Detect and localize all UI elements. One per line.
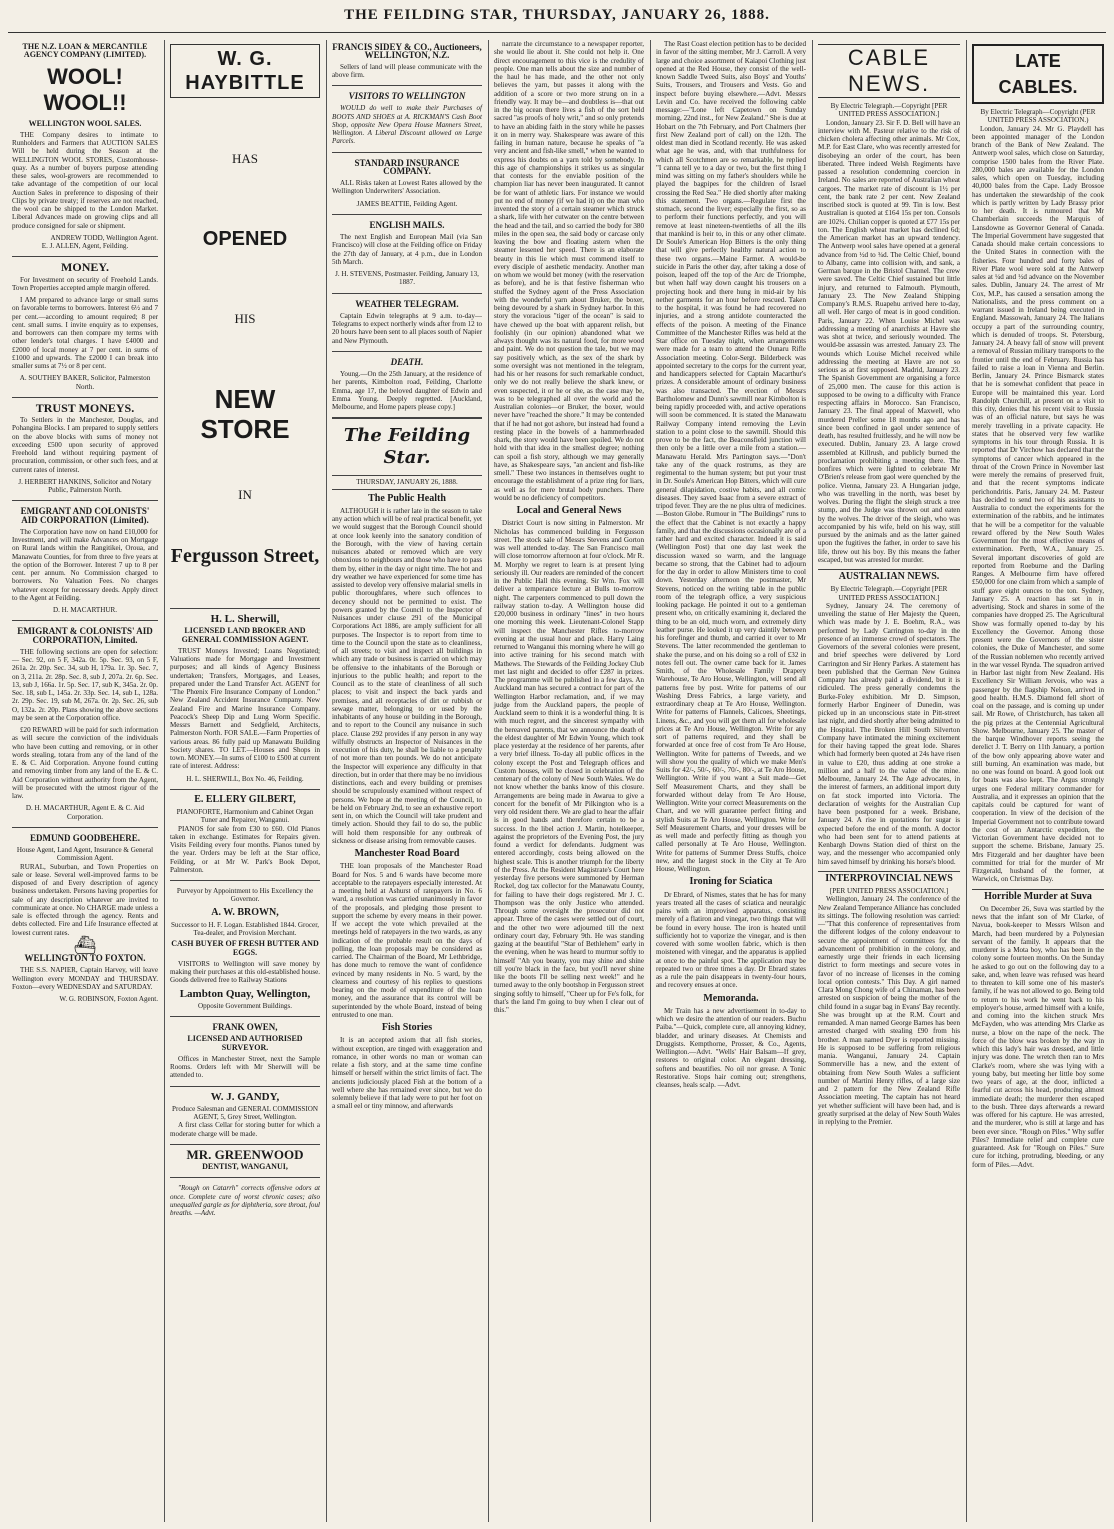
- divider: [332, 351, 482, 352]
- divider: [12, 256, 158, 257]
- brown-subheading: Successor to H. F. Logan. Established 1844. Grocer, Tea-dealer, and Provision Merchant.: [170, 920, 320, 937]
- gandy-heading: W. J. GANDY,: [210, 1090, 280, 1103]
- hankins-signature: J. HERBERT HANKINS, Solicitor and Notary Public, Palmerston North.: [18, 477, 152, 494]
- sherwill-subheading: LICENSED LAND BROKER AND GENERAL COMMISSION AGENT.: [181, 626, 309, 644]
- health-text: ALTHOUGH it is rather late in the season to take any action which will be of real practical benefit, yet we would suggest that the Borough Council should at once look keenly into the sanatory condition of the Borough, with the view of having certain nuisances abated or removed which are very obnoxious to neighbours and those who have to pass them by, either in the day or night time. The hot and dry weather we have experienced for some time has assisted to develop very offensive malarial smells in public thoroughfares, where such offences to decency should not be permitted to exist. The powers granted by the Council to the Inspector of Nuisances under clause 291 of the Municipal Corporations Act 1886, are amply sufficient for all purposes. The Inspector is to report from time to time to the Council upon the state as to cleanliness, of all streets; to visit and inspect all buildings in which any trade or business is carried on which may be offensive to the inhabitants of the Borough or injurious to the public health; and report to the Council as to the state of cleanliness of all such places; to visit and inspect the back yards and premises, and all receptacles of dirt or rubbish or sewage matter, belonging to or used by the inhabitants of any house or building in the Borough, and to report to the Council any nuisance in such place. Clause 292 provides if any person in any way wilfully obstructs an Inspector of Nuisances in the execution of his duty, he shall be liable to a penalty of not more than ten pounds. We do not anticipate the Inspector will experience any difficulty in that direction, but in order that there may be no invidious distinctions, each and every building or premises should be scrupulously examined without respect of persons. We hope at the meeting of the Council, to be held on February 2nd, to see an exhaustive report sent in, on which the Council will take prudent and timely action. Should they fail to do so, the public will hold them responsible for any outbreak of sickness or disease arising from removable causes.: [332, 506, 482, 845]
- wool-text: THE Company desires to intimate to Runholders and Farmers that AUCTION SALES Will be held during the Season at the WELLINGTON WOOL STORES, Customhouse-quay. As a number of buyers purpose attending these sales, wool-growers are recommended to take advantage of the competition of our local Auction Sales in preference to disposing of their Clips by private treaty; if reserves are not reached, the wool can be shipped to the London Market. Liberal Advances made on growing clips and all produce consigned for sale or shipment.: [12, 130, 158, 230]
- gandy-subheading: Produce Salesman and GENERAL COMMISSION AGENT, 5, Grey Street, Wellington.: [172, 1104, 318, 1121]
- australian-heading: AUSTRALIAN NEWS.: [818, 569, 960, 581]
- southey-signature: A. SOUTHEY BAKER, Solicitor, Palmerston North.: [19, 374, 151, 391]
- local-text: District Court is now sitting in Palmerston. Mr Nicholas has commenced building in Fergusson street. The stock sale of Messrs Stevens and Gorton was well attended to-day. The San Francisco mail will close tomorrow afternoon at four o'clock. Mr R. M. Morphy we regret to learn is at present lying seriously ill. Our readers are reminded of the concert in the Public Hall this evening. Sir Wm. Fox will deliver a temperance lecture at Bulls to-morrow night. The carpenters commenced to pull down the railway station to-day. A Wellington house did £20,000 business in ordinary "lines" in two hours one morning this week. Lieutenant-Colonel Stapp will inspect the Manchester Rifles to-morrow evening at the usual hour and place. Harry Laing returned to Wanganui this morning where he will go into active training for his second match with Mathews. The Stewards of the Feilding Jockey Club met last night and decided to offer £287 in prizes. The programme will be published in a few days. An Auckland man has secured a contract for part of the Wellington Harbor reclamation, and, if we may judge from the Auckland papers, the people of Auckland seem to think it is a wonderful thing. It is with much regret, and the sincerest sympathy with the bereaved parents, that we announce the death of the eldest daughter of Mr Edwin Young, which took place yesterday at the residence of her parents, after a very brief illness. To-day all public offices in the colony except the Post and Telegraph offices and Custom houses, will be closed in celebration of the centenary of the colony of New South Wales. We do not know whether the banks know of this closure. Arrangements are being made in Awarua to give a concert for the benefit of Mr Pilkington who is a very old resident there. We are glad to hear the affair is in good hands and therefore certain to be a success. In the libel action J. Martin, hotelkeeper, against the proprietors of the Evening Post, the jury found a verdict for defendants. Judgment was entered accordingly, costs being allowed on the highest scale. This is another triumph for the liberty of the Press. At the Resident Magistrate's Court here yesterday five persons were summoned by Herman Rockel, dog tax collector for the Manawatu County, for failing to have their dogs registered. Mr J. C. Thompson was the only Justice who attended. Through some oversight the prosecutor did not appear. Three of the cases were settled out of court, and the other two were adjourned till the next ordinary court day, February 9th. He was standing gazing at the beautiful "Star of Bethlehem" early in the evening, when he was heard to murmur softly to himself "Ah you beauty, you may shine and shine till you're black in the face, but you'll never shine like the boots I'll be selling next week!" and he turned away to the only bootshop in Fergusson street singing softly to himself, "Cheer up for Fe's folk, for that's the land I'm going to buy when I clear out of this.": [494, 519, 645, 1014]
- fish-heading: Fish Stories: [381, 1022, 433, 1033]
- sherwill-heading: H. L. Sherwill,: [210, 613, 280, 625]
- cable-subheading: By Electric Telegraph.—Copyright [PER UNITED PRESS ASSOCIATION.]: [830, 102, 948, 119]
- divider: [170, 1177, 320, 1178]
- opened-text: OPENED: [202, 228, 288, 250]
- standard-heading: STANDARD INSURANCE COMPANY.: [354, 157, 460, 176]
- allen: E. J. ALLEN, Agent, Feilding.: [41, 242, 129, 250]
- column-1: [8, 40, 162, 1522]
- goodbehere-sub: House Agent, Land Agent, Insurance & General Commission Agent.: [16, 846, 154, 863]
- column-5: [652, 40, 810, 1522]
- lambton-subheading: Opposite Government Buildings.: [198, 1001, 292, 1010]
- column-3: [328, 40, 486, 1522]
- napier-text: THE S.S. NAPIER, Captain Harvey, will leave Wellington every MONDAY and THURSDAY. Foxton—every WEDNESDAY and SATURDAY.: [12, 966, 158, 991]
- robinson-signature: W. G. ROBINSON, Foxton Agent.: [59, 995, 158, 1003]
- divider: [12, 397, 158, 398]
- weather-heading: WEATHER TELEGRAM.: [355, 298, 459, 309]
- sidey-heading: FRANCIS SIDEY & CO., Auctioneers, WELLINGTON, N.Z.: [332, 42, 482, 61]
- late-cables-text: London, January 24. Mr G. Playdell has been appointed manager of the London branch of the Bank of New Zealand. The Antwerp wool sales, which close on Saturday, comprise 1500 bales from the River Plate. 280,000 bales are available for the London sales, which open on Tuesday, including 40,000 bales from the Cape. Lady Brossoe has undertaken the stewardship of the cook which is partly written by Lady Brassy prior to her death. It is rumoured that Mr Chamberlain succeeds the Marquis of Lansdowne as Governor General of Canada. The Imperial Government have suggested that Canada should make certain concessions to the United States in connection with the fisheries. Four hundred and forty bales of River Plate wool were sold at the Antwerp sales at ¼d and ½d advance on the November sales. Dublin, January 24. The arrest of Mr Cox, M.P., has caused a sensation among the Nationalists, and the press comment on a warrant issued in Ireland being executed in England. Massowah, January 24. The Italians occupy a part of the surrounding country, which is denuded of troops. St. Petersburg, January 24. A heavy fall of snow will prevent a removal of Russian military transports to the frontier until the end of February. Russia has failed to raise a loan in Vienna and Berlin. Berlin, January 24. Prince Bismarck states that he is somewhat confident that peace in Europe will be maintained this year. Lord Randolph Churchill, at present on a visit to this city, denies that his recent visit to Russia was of an official nature, but says he was merely travelling in a private capacity. He states that he observed very few warlike symptoms in his tour through Russia. It is reported that Dr Virchow has declared that the symptoms of cancer which appeared in the throat of the Crown Prince in November last were merely the remains of preserved fruit, and that the recent symptoms indicate perichondritis. Paris, January 24. M. Pasteur has decided to send two of his assistants to Australia to conduct the experiments for the extermination of the rabbits, and he intimates that he will be a competitor for the valuable reward offered by the New South Wales Government for the most effective means of extermination. Perth, W.A., January 25. Several important discoveries of gold are reported from Roeburne and the Darling Ranges. A Melbourne firm have offered £50,000 for one claim from which a sample of stuff gave eight ounces to the ton. Sydney, January 25. A reaction has set in in advertising. Stock and shares in some of the companies have dropped 25. The Agricultural Show was formally opened to-day by his Excellency the Governor. Among those present were the Governors of the sister colonies, the Duke of Manchester, and some of the Russian noblemen who recently arrived in the war vessel Rynda. The squadron arrived in Harbor last night from New Zealand. His Excellency Sir William Jervois, who was a passenger by the flagship Nelson, arrived in good health. H.M.S. Diamond fell short of coal on the passage, and is coming up under sail. Mr Rowe, of Christchurch, has taken all the pig prizes at the Centennial Agricultural Show. Melbourne, January 25. The master of the barque Windhover reports seeing the derelict J. T. Berry on 11th January, a portion of the bow only appearing above water and still burning. An examination was made, but no one was found on board. A good look out for boats was also kept. The Argus strongly urges one Federal military commander for Australia, and it expresses an opinion that the capitals could be captured for want of cooperation. In view of the decision of the Imperial Government not to contribute toward the cost of an Antarctic expedition, the Victorian Government have decided not to support the scheme. Brisbane, January 25. Mrs Fitzgerald and her daughter have been committed for trial for the murder of Mr Fitzgerald, husband of the former, at Warwick, on Christmas Day.: [972, 124, 1104, 884]
- steamship-icon: ⛴: [73, 934, 97, 955]
- column-4: [490, 40, 648, 1522]
- brown-appointment: Purveyor by Appointment to His Excellency the Governor.: [176, 887, 314, 904]
- masthead: THE FEILDING STAR, THURSDAY, JANUARY 26, 1888.: [344, 7, 770, 23]
- foxton-heading: WELLINGTON TO FOXTON.: [24, 953, 146, 963]
- wool-subheading: WELLINGTON WOOL SALES.: [28, 118, 142, 128]
- andrew-todd: ANDREW TODD, Wellington Agent.: [50, 233, 158, 242]
- greenwood-heading: MR. GREENWOOD: [186, 1146, 304, 1162]
- visitors-text: WOULD do well to make their Purchases of BOOTS AND SHOES at A. RICKMAN'S Cash Boot Shop, opposite New Opera House Manners Street, Wellington. A Liberal Discount allowed on Large Parcels.: [332, 104, 482, 146]
- interprovincial-heading: INTERPROVINCIAL NEWS: [818, 871, 960, 883]
- rural-text: RURAL, Suburban, and Town Properties on sale or lease. Several well-improved farms to be disposed of and Every description of agency business undertaken. Persons having properties for sale of any description whatever are invited to communicate at once. No CHARGE made unless a sale is effected through the agency. Rents and debts collected. Fire and Life Insurance effected at lowest current rates.: [12, 862, 158, 937]
- australian-subheading: By Electric Telegraph.—Copyright [PER UNITED PRESS ASSOCIATION.]: [830, 585, 948, 602]
- beattie-signature: JAMES BEATTIE, Feilding Agent.: [356, 199, 458, 208]
- in-text: IN: [238, 487, 252, 502]
- murder-heading: Horrible Murder at Suva: [972, 889, 1104, 901]
- fish-text: It is an accepted axiom that all fish stories, without exception, are tinged with exaggeration and romance, in other words no man or woman can relate a fish story, and at the same time confine himself or herself within the strict limits of fact. The ancients judiciously placed Fish at the bottom of a well where she has remained ever since, but we do solemnly believe if that lady were to put her foot on a small eel or tiny minnow, and afterwards: [332, 1036, 482, 1111]
- newspaper-title: The Feilding Star.: [343, 425, 471, 469]
- divider: [332, 152, 482, 153]
- column-rule: [488, 40, 489, 1522]
- southey-text: I AM prepared to advance large or small sums on favorable terms to borrowers. Interest 6½ and 7 per cent.—according to amount required; 8 per cent. small sums. I invite enquiry as to expenses, and borrowers can then compare my terms with other lender's total charges. I have £4000 and £2000 of local money at 7 per cent. in sums of £1000 and upwards. The £2000 I can break into smaller sums at 7½ or 8 per cent.: [12, 296, 158, 370]
- late-cables-heading: LATE CABLES.: [972, 44, 1104, 104]
- standard-text: ALL Risks taken at Lowest Rates allowed by the Wellington Underwriters' Association.: [332, 179, 482, 196]
- column-6: [814, 40, 964, 1522]
- ellery-heading: E. ELLERY GILBERT,: [194, 793, 296, 805]
- divider: [170, 1016, 320, 1017]
- death-text: Young.—On the 25th January, at the residence of her parents, Kimbolton road, Feilding, Charlotte Emma, age 17, the beloved daughter of Edwin and Emma Young. Deeply regretted. [Auckland, Melbourne, and Home papers please copy.]: [332, 370, 482, 411]
- lambton-heading: Lambton Quay, Wellington,: [179, 987, 311, 1000]
- goodbehere-heading: EDMUND GOODBEHERE.: [29, 832, 140, 843]
- divider: [170, 880, 320, 881]
- sections-text: THE following sections are open for selection:— Sec. 92, on 5 F, 342a. 0r. 5p. Sec. 93, on 5 F, 261a. 2r. 20p. Sec. 34, sub H, 179a. 1r. 3p. Sec. 7, on 3, 211a. 2r. 28p. Sec. 8, sub J, 207a. 2r. 6p. Sec. 13, sub J, 166a. 1r. 5p. Sec. 17, sub K, 345a. 2r. 0p. Sec. 18, sub L, 145a. 2r. 33p. Sec. 14, sub L, 128a. 2r. 29p. Sec. 19, sub M, 267a. 0r. 2p. Sec. 26, sub O, 132a. 2r. 20p. Plans showing the above sections may be seen at the Corporation office.: [12, 647, 158, 722]
- dateline: THURSDAY, JANUARY 26, 1888.: [332, 475, 482, 489]
- memoranda-text: Mr Train has a new advertisement in to-day to which we desire the attention of our readers. Buchu Paiba."—Quick, complete cure, all annoying kidney, bladder, and urinary diseases. At Chemists and Druggists. Kempthorne, Prosser, & Co., Agents, Wellington.—Advt. "Wells' Hair Balsam—If grey, restores to original color. An elegant dressing, softens and beautifies. No oil nor grease. A Tonic Restorative. Stops hair coming out; strengthens, cleanses, heals scalp. —Advt.: [656, 1006, 806, 1089]
- divider: [170, 608, 320, 609]
- brown-heading: A. W. BROWN,: [211, 906, 279, 918]
- emigrant2-heading: EMIGRANT & COLONISTS' AID CORPORATION, Limited.: [17, 626, 153, 645]
- greenwood-subheading: DENTIST, WANGANUI,: [202, 1162, 288, 1171]
- divider: [170, 1086, 320, 1087]
- cable-heading: CABLE NEWS.: [818, 44, 960, 98]
- fish-continued: narrate the circumstance to a newspaper reporter, she would lie about it. She could not help it. One direct encouragement to this vice is the credulity of people. One man tells about the size and number of the haul he has made, and the other not only believes the yarn, but passes it along with the addition of a score or two more strung on in a friendly way. It may be—and doubtless is—that out in the big ocean there lives a fish of the sort held sacred "as proofs of holy writ," and so only pretends to have an abiding faith in the story while he passes it on in merry way. Shakespeare was aware of this failing in human nature, because he speaks of "a very ancient and fish-like smell," when he wanted to express his doubts on a yarn told by somebody. In this age of championships it strikes us as singular that contests for the enviable position of the champion liar has never been inaugurated. It cannot be for want of athletic liars. For instance we would put no end of money (if we had it) on the man who invented the story of a certain steamer which struck a shark, life with her cutwater on the centre between the head and the tail, and so carried the body for 380 miles in the open sea, the said body or carcase only leaving the bow and floating astern when the steamer lessened her speed. There is an elaborate beauty in this lie which must commend itself to every disciple of aesthetic mendacity. Another man on whom we would bet money (with the reservation as before), and he is that festive fisherman who stuffed the Sydney agent of the Press Association with the wonderful yarn about Bruker, the boxer, being devoured by a shark in Sydney harbor. In this story the voracious "tiger of the ocean" is said to have chewed up the boat with apparent relish, but foolishly (in our opinion) abandoned what we always thought was its natural food, for more wood and paint. We do not question the tale, but we may say positively which, as the sex of the shark by some oversight was not mentioned in the telegram, had his or her reasons for such remarkable conduct, only we do not really believe the shark knew, or even suspected, it or he or she, as the case may be, was to be telegraphed all over the world and the Australian colonies—or Bruker, the boxer, would never have "reached the shore." It may be contended that if he had not got ashore, but instead had found a resting place in the bowels of a hammerheaded shark, the story would have been spoiled. We do not hold with that idea in the smallest degree; nothing can spoil a fish story, although we may generally have, as Shakespeare says, "an ancient and fish-like smell." These two instances in themselves ought to encourage the establishment of a prize ring for liars, as well as for mere brutal body punchers. There would be no deficiency of competitors.: [494, 40, 644, 502]
- death-heading: DEATH.: [390, 356, 424, 367]
- his-text: HIS: [234, 311, 256, 326]
- visitors-heading: VISITORS TO WELLINGTON: [348, 91, 466, 101]
- divider: [332, 417, 482, 419]
- sherwill-signature: H. L. SHERWILL, Box No. 46, Feilding.: [186, 774, 304, 783]
- owen-text: Offices in Manchester Street, next the Sample Rooms. Orders left with Mr Sherwill will be attended to.: [170, 1054, 320, 1080]
- divider: [170, 789, 320, 790]
- sciatica-heading: Ironing for Sciatica: [689, 876, 773, 888]
- memoranda-heading: Memoranda.: [703, 992, 759, 1004]
- pianos-text: PIANOS for sale from £30 to £60. Old Pianos taken in exchange. Estimates for Repairs given. Visits Feilding every four months. Pianos tuned by the year. Orders may be left at the Star office, Feilding, or at Mr W. Park's Book Depot, Palmerston.: [170, 824, 320, 874]
- sciatica-text: Dr Ebrard, of Nismes, states that he has for many years treated all the cases of sciatica and neuralgic pains with an improvised apparatus, consisting merely of a flatiron and vinegar, two things that will be found in every house. The iron is heated until sufficiently hot to vaporize the vinegar, and is then covered with some woollen fabric, which is then moistened with vinegar, and the apparatus is applied at once to the painful spot. The application may be repeated two or three times a day. Dr Ebrard states as a rule the pain disappears in twenty-four hours, and recovery ensues at once.: [656, 890, 806, 990]
- mails-heading: ENGLISH MAILS.: [369, 219, 445, 230]
- column-rule: [326, 40, 327, 1522]
- street-text: Fergusson Street,: [170, 545, 320, 567]
- cellar-text: A first class Cellar for storing butter for which a moderate charge will be made.: [170, 1121, 320, 1138]
- murder-text: On December 26, Suva was startled by the news that the infant son of Mr Clarke, of Navua, book-keeper to Messrs Wilson and March, had been murdered by a Polynesian servant of the family. It appears that the murderer is a Mota boy, who has been in the colony some fourteen months. On the Sunday he asked to go out on the following day to a sake, and, when leave was refused was heard to threaten to kill some one of his master's family, if he was not allowed to go. Being told to return to his work he went back to his employer's house, armed himself with a knife, and coming into the kitchen struck Mrs McFayden, who was attending Mrs Clarke as nurse, a blow on the nape of the neck. The force of the blow was broken by the way in which this lady's hair was dressed, and little injury was done. The wretch then ran to Mrs Clarke's room, where she was lying with a young baby, but meeting her little boy some two years of age, at the door, inflicted a fearful cut across his head, producing almost immediate death; the murderer then escaped to the bush. Three days afterwards a reward was offered for his capture. He was arrested, and the murderer, who is still at large and has been ever since. "Rough on Piles." Why suffer Piles? Immediate relief and complete cure guaranteed. Ask for "Rough on Piles." Sure cure for itching, protruding, bleeding, or any form of Piles.—Advt.: [972, 904, 1104, 1169]
- catarrh-text: "Rough on Catarrh" corrects offensive odors at once. Complete cure of worst chronic cases; also unequalled gargle as for diphtheria, sore throat, foul breaths. —Advt.: [170, 1184, 320, 1217]
- road-heading: Manchester Road Board: [354, 848, 460, 859]
- divider: [170, 1144, 320, 1145]
- column-rule: [966, 40, 967, 1522]
- divider: [332, 293, 482, 294]
- masthead-rule: [8, 32, 1106, 33]
- cable-text: London, January 23. Sir F. D. Bell will have an interview with M. Pasteur relative to the risk of chicken cholera affecting other animals. Mr Cox, M.P. for East Clare, who was recently arrested for disobeying an order of the court, has been liberated. Three indeed Welsh Regiments have passed a resolution condemning coercion in Ireland. No sales are reported of Australian wheat cargoes. The market rate of discount is 1½ per cent, the bank rate 2 per cent. New Zealand inscribed stock is quoted at 99. Tin is low. Best Australian is quoted at £164 15s per ton. Consols are 102¼. Chilian copper is quoted at £77 15s per ton. The English wheat market has declined 6d; the American market has an upward tendency. The Antwerp wool sales have opened at a general advance from ½d to ¾d. The Celtic Chief, bound to Albany, came into collision with, and sank, a German barque in the Bristol Channel. The crew were saved. The Celtic Chief sustained but little injury, and returned to Falmouth. Plymouth, January 23. The New Zealand Shipping Company's R.M.S. Ruapehu arrived here to-day, all well. Her cargo of meat is in good condition. Paris, January 22. When Louise Michel was addressing a meeting of anarchists at Havre she was shot at twice, and seriously wounded. The would-be assassin was arrested. January 23. The wounds which Louise Michel received while addressing the meeting at Havre are not so serious as at first supposed. Madrid, January 23. The Spanish Government are organising a force of 25,000 men. The cause for this action is supposed to be owing to a difficulty with France respecting affairs in Morocco. San Francisco, January 23. The final appeal of Maxwell, who murdered Preller some 18 months ago and has since been confined in gaol under sentence of death, has resulted fruitlessly, and he will now be executed. Dublin, January 23. A large crowd assembled at Killrush, and publicly burned the proclamation prohibiting a meeting there. The bonfires which were lighted to celebrate Mr O'Brien's release from gaol were quenched by the police. Vienna, January 23. A Hungarian judge, who was travelling in the north, was beset by wolves. During the flight the sleigh struck a tree stump, and the Judge was thrown out and eaten by the wolves. The driver of the sleigh, who was accompanied by his wife, held on his way, still pursued by the animals and as the latter gained upon the fugitives the father, in order to save his life, threw out his boy. By this means the father escaped, but was arrested for murder.: [818, 118, 960, 564]
- health-heading: The Public Health: [368, 492, 446, 504]
- column-2: [166, 40, 324, 1522]
- column-7: [968, 40, 1108, 1522]
- nz-loan-heading: THE N.Z. LOAN & MERCANTILE AGENCY COMPANY (LIMITED).: [22, 42, 148, 60]
- emigrant-text: The Corporation have now on hand £10,000 for Investment, and will make Advances on Mortgage on Rural lands within the Rangitikei, Oroua, and Manawatu Counties, for from three to five years at the option of the Borrower. Interest 7 up to 8 per cent. per annum. No Commission charged to borrowers. No Valuation Fees. No charges whatever except for necessary deeds. Apply direct to the Agent at Feilding.: [12, 527, 158, 602]
- divider: [12, 500, 158, 501]
- election-text: The Rast Coast election petition has to be decided in favor of the sitting member, Mr J. Carroll. A very large and choice assortment of Kaiapoi Clothing just opened at the Red House, they consist of the well-known Saddle Tweed Suits, also Boys' and Youths' Suits, Trousers, and Trousers and Vests. Go and inspect before buying elsewhere.—Advt. Messrs Levin and Co. have received the following cable message:—"Lone left Capetown on Sunday morning, 22nd inst., for New Zealand." She is due at Hobart on the 7th February, and Port Chalmers (her first New Zealand port of call) on the 12th. The oldest man died in Scotland recently. He was asked what age he was, and, with that truthfulness for which all Scotchmen are so remarkable, he replied "I canna tell ye to a day or two, but the first thing I mind was sitting on my father's shoulders while he played the bagpipes for the children of Israel crossing the Red Sea." He died shortly after making this statement. Two organs.—Regulate first the stomach, second the liver; especially the first, so as to perform their functions perfectly, and you will remove at least nineteen-twentieths of all the ills that mankind is heir to, in this or any other climate. Dr Soule's American Hop Bitters is the only thing that will give perfectly healthy natural action to these two organs.—Maine Farmer. A would-be suicide in Paris the other day, after taking a dose of poison, leaped off the top of the Arc de Triomphe, but when half way down caught his trousers on a projecting hook and there hung in mid-air by his nether garments for an hour before rescued. Taken to the hospital, it was found he had recovered no injuries, and a strong antidote counteracted the effects of the poison. A meeting of the Finance Committee of the Manchester Rifles was held at the Star office on Tuesday night, when arrangements were made for a team to attend the Ounaru Rifle Association meeting. Color-Sergt. Bilderbeck was appointed secretary to the corps for the current year, and handicappers selected for Captain Macarthur's prizes. A considerable amount of ordinary business was also transacted. The erection of Messrs Bartholomew and Dunn's sawmill near Kimbolton is being rapidly proceeded with, and active operations will soon be commenced. It is stated the Manawatu Railway Company intend removing the Levin station to a point close to the sawmill. Should this prove to be the fact, the Beaconsfield junction will then only be a little over a mile from a station.—Manawatu Herald. Mrs Partington says.—"Don't take any of the quack rostrums, as they are regimental to the human system; but put your trust in Dr. Soule's American Hop Bitters, which will cure general dilapidation, costive habits, and all comic diseases. They saved Isaac from a severe extract of tripod fever. They are the ne plus ultra of medicines.—Boston Globe. Rumour in "The Buildings" runs to the effect that the Cabinet is not exactly a happy family, and that the discussions occasionally are of a rather hard and excited character. Indeed it is said (Wellington Post) that one day last week the discussion waxed so warm, and the language became so strong, that the Cabinet had to adjourn for the day in order to allow Ministers time to cool down. Yesterday afternoon the postmaster, Mr Stevens, noticed on the writing table in the public room of the telegraph office, a very suspicious looking package. He pointed it out to a gentleman present who, on critically examining it, declared the thing to be an old, much worn, and extremely dirty leather purse. He looked it up very daintily between his forefinger and thumb, and carried it over to Mr Stevens. The latter recommended the gentleman to shake the purse, and on his doing so a roll of £32 in notes fell out. The owner came back for it. James Smith, of the Wholesale Family Drapery Warehouse, Te Aro House, Wellington, will send all patterns free by post. Write for patterns of our Washing Dress Fabrics, a large variety, and extraordinary cheap at Te Aro House, Wellington. Write for patterns of Flannels, Calicoes, Sheetings, Linens, &c., and you will get them all for wholesale prices at Te Aro House, Wellington. Write for any sort of patterns required, and they shall be forwarded at once free of cost from Te Aro House, Wellington. Write for patterns of Tweeds, and we will show you the quality of which we make Men's Suits for 42/-, 50/-, 60/-, 70/-, 80/-, at Te Aro House, Wellington. Write if you want a Suit made—Get Self Measurement Charts, and they shall be forwarded without delay from Te Aro House, Wellington. Write your correct Measurements on the Chart, and we will guarantee perfect fitting and stylish Suits at Te Aro House, Wellington. Write for Self Measurement Charts, and your dresses will be as well made and perfectly fitting as though you called personally at Te Aro House, Wellington. Write for patterns of Summer Dress Stuffs, choice new, and the largest stock in the City at Te Aro House, Wellington.: [656, 40, 806, 873]
- ellery-subheading: PIANOFORTE, Harmonium and Cabinet Organ Tuner and Repairer, Wanganui.: [176, 808, 314, 825]
- money-text: For Investment on security of Freehold Lands. Town Properties accepted ample margin offered.: [12, 275, 158, 292]
- column-rule: [650, 40, 651, 1522]
- weather-text: Captain Edwin telegraphs at 9 a.m. to-day—Telegrams to expect northerly winds after from 12 to 20 hours have been sent to all places south of Napier and New Plymouth.: [332, 311, 483, 345]
- trust-heading: TRUST MONEYS.: [35, 400, 135, 415]
- visitors-text: VISITORS to Wellington will save money by making their purchases at this old-established house. Goods delivered free to Railway Stations: [170, 959, 320, 985]
- australian-text: Sydney, January 24. The ceremony of unveiling the statue of Her Majesty the Queen, which was made by J. E. Boehm, R.A., was performed by Lady Carrington to-day in the presence of an immense crowd of spectators. The Governors of the several colonies were present, and brief speeches were delivered by Lord Carrington and Sir Henry Parkes. A statement has been published that the German New Guinea Company has already paid a dividend, but it is ridiculed. The press generally condemns the Burke-Foley exhibition. Mr D. Simpson, formerly Harbor Engineer of Dunedin, was picked up in an unconscious state in Pitt-street last night, and died shortly after being admitted to the Hospital. The Broken Hill South Silverton Company have intimated the mining excitement for their having tapped the great lode. Shares which had formerly been quoted at 24s have risen in value to £20, thus adding at one stroke a million and a half to the value of the mine. Melbourne, January 24. The Age advocates, in the interest of farmers, an additional import duty on fat stock imported into Victoria. The declaration of weights for the Australian Cup have been postponed for a week. Brisbane, January 24. A rise in quotations for sugar is expected before the end of the month. A doctor who had been sent for to attend patients at Kenbargh Downs Station died of thirst on the way, and the messenger who accompanied only him saved himself by drinking his horse's blood.: [818, 601, 960, 866]
- column-rule: [164, 40, 165, 1522]
- sidey-text: Sellers of land will please communicate with the above firm.: [332, 62, 482, 79]
- mails-text: The next English and European Mail (via San Francisco) will close at the Feilding office on Friday the 27th day of January, at 4 p.m., due in London 5th March.: [332, 233, 482, 266]
- macarthur-signature: D. H. MACARTHUR.: [52, 606, 117, 614]
- macarthur2-signature: D. H. MACARTHUR, Agent E. & C. Aid Corporation.: [25, 804, 145, 821]
- owen-heading: FRANK OWEN,: [212, 1022, 278, 1032]
- sherwill-text: TRUST Moneys Invested; Loans Negotiated; Valuations made for Mortgage and Investment purposes; and all kinds of Agency Business undertaken; Transfers, Mortgages, and Leases, prepared under the Land Transfer Act. AGENT for "The Phœnix Fire Insurance Company of London." New Zealand Accident Insurance Company. New Zealand Fire and Marine Insurance Company. Peacock's Sheep Dip and Lung Worm Specific. Messrs Barnett and Sedgfield, Architects, Palmerston North. FOR SALE.—Farm Properties of various areas. 86 fully paid up Manawatu Building Society shares. TO LET.—Houses and Shops in town. MONEY.—In sums of £100 to £500 at current rate of interest. Address:: [170, 646, 320, 771]
- interprovincial-subheading: [PER UNITED PRESS ASSOCIATION.]: [829, 887, 949, 895]
- column-rule: [812, 40, 813, 1522]
- has-text: HAS: [231, 151, 258, 166]
- divider: [12, 827, 158, 828]
- emigrant-heading: EMIGRANT AND COLONISTS' AID CORPORATION (Limited).: [20, 506, 150, 525]
- haybittle-heading: W. G. HAYBITTLE: [170, 44, 320, 98]
- local-heading: Local and General News: [516, 505, 622, 516]
- owen-subheading: LICENSED AND AUTHORISED SURVEYOR.: [187, 1034, 303, 1052]
- trust-text: To Settlers in the Manchester, Douglas, and Pohangina Blocks. I am prepared to supply settlers on the above blocks with sums of money not exceeding £500 upon security of approved Freehold land without requiring payment of procuration, commission, or other such fees, and at current rates of interest.: [12, 416, 158, 474]
- money-heading: MONEY.: [61, 260, 109, 275]
- divider: [12, 620, 158, 621]
- interprovincial-text: Wellington, January 24. The conference of the New Zealand Temperance Alliance has concluded its sittings. The following resolution was carried:—"That this conference of representatives from the different lodges of the colony endeavour to secure the appointment of committees for the advancement of prohibition in the colony, and earnestly urge their friends in each licensing district to form meetings and secure votes in favor of no increase of licenses in the coming local option contests." This Day. A girl named Clara Mong Chong wife of a Chinaman, has been arrested on suspicion of being the mother of the child found in a sugar bag in Evans' Bay recently. She was brought up at the R.M. Court and remanded. A man named George Barnes has been arrested charged with stealing £90 from his brother. A man named Dyer is reported missing. He is supposed to be suffering from religious mania. Wanganui, January 24. Captain Sommerville has a new, and the extent of obtaining from New South Wales a sufficient number of Martini Henry rifles, of a large size and 2 pattern for the New Zealand Rifle Association meeting. The captain has not heard yet whether sufficient will have been had, and is greatly surprised at the delay of New South Wales in replying to the Premier.: [818, 895, 960, 1126]
- divider: [332, 85, 482, 86]
- late-cables-subheading: By Electric Telegraph—Copyright (PER UNITED PRESS ASSOCIATION.): [980, 108, 1096, 125]
- new-store-text: NEW STORE: [200, 384, 290, 444]
- road-text: THE loan proposals of the Manchester Road Board for Nos. 5 and 6 wards have become more acceptable to the ratepayers especially interested. At a meeting held at Ashurst of ratepayers in No. 6 ward, a resolution was carried unanimously in favor of the proposals, and pledging those present to support the scheme by every means in their power. If we accept the vote which prevailed at the meetings held of ratepayers in the two wards, as any indication of the probable result on the days of polling, the loan proposals may be considered as carried. The Chairman of the Board, Mr Lethbridge, has done much to remove the want of confidence evinced by many residents in No. 5 ward, by the clearness and courtesy of his replies to questions bearing on the mode of expenditure of the loan money, and the assurance that its control will be superintended by the whole Board, instead of being entrusted to one man.: [332, 862, 482, 1019]
- divider: [332, 214, 482, 215]
- cash-buyer: CASH BUYER OF FRESH BUTTER AND EGGS.: [171, 939, 319, 957]
- stevens-signature: J. H. STEVENS, Postmaster. Feilding, January 13, 1887.: [335, 270, 479, 287]
- reward-text: £20 REWARD will be paid for such information as will secure the conviction of the individuals who have been cutting and removing, or in other words stealing, totara from any of the land of the E. & C. Aid Corporation. Anyone found cutting and removing timber from any land of the E. & C. Aid Corporation without authority from the Agent, will be prosecuted with the utmost rigour of the law.: [12, 726, 158, 800]
- wool-heading: WOOL! WOOL!!: [43, 63, 127, 115]
